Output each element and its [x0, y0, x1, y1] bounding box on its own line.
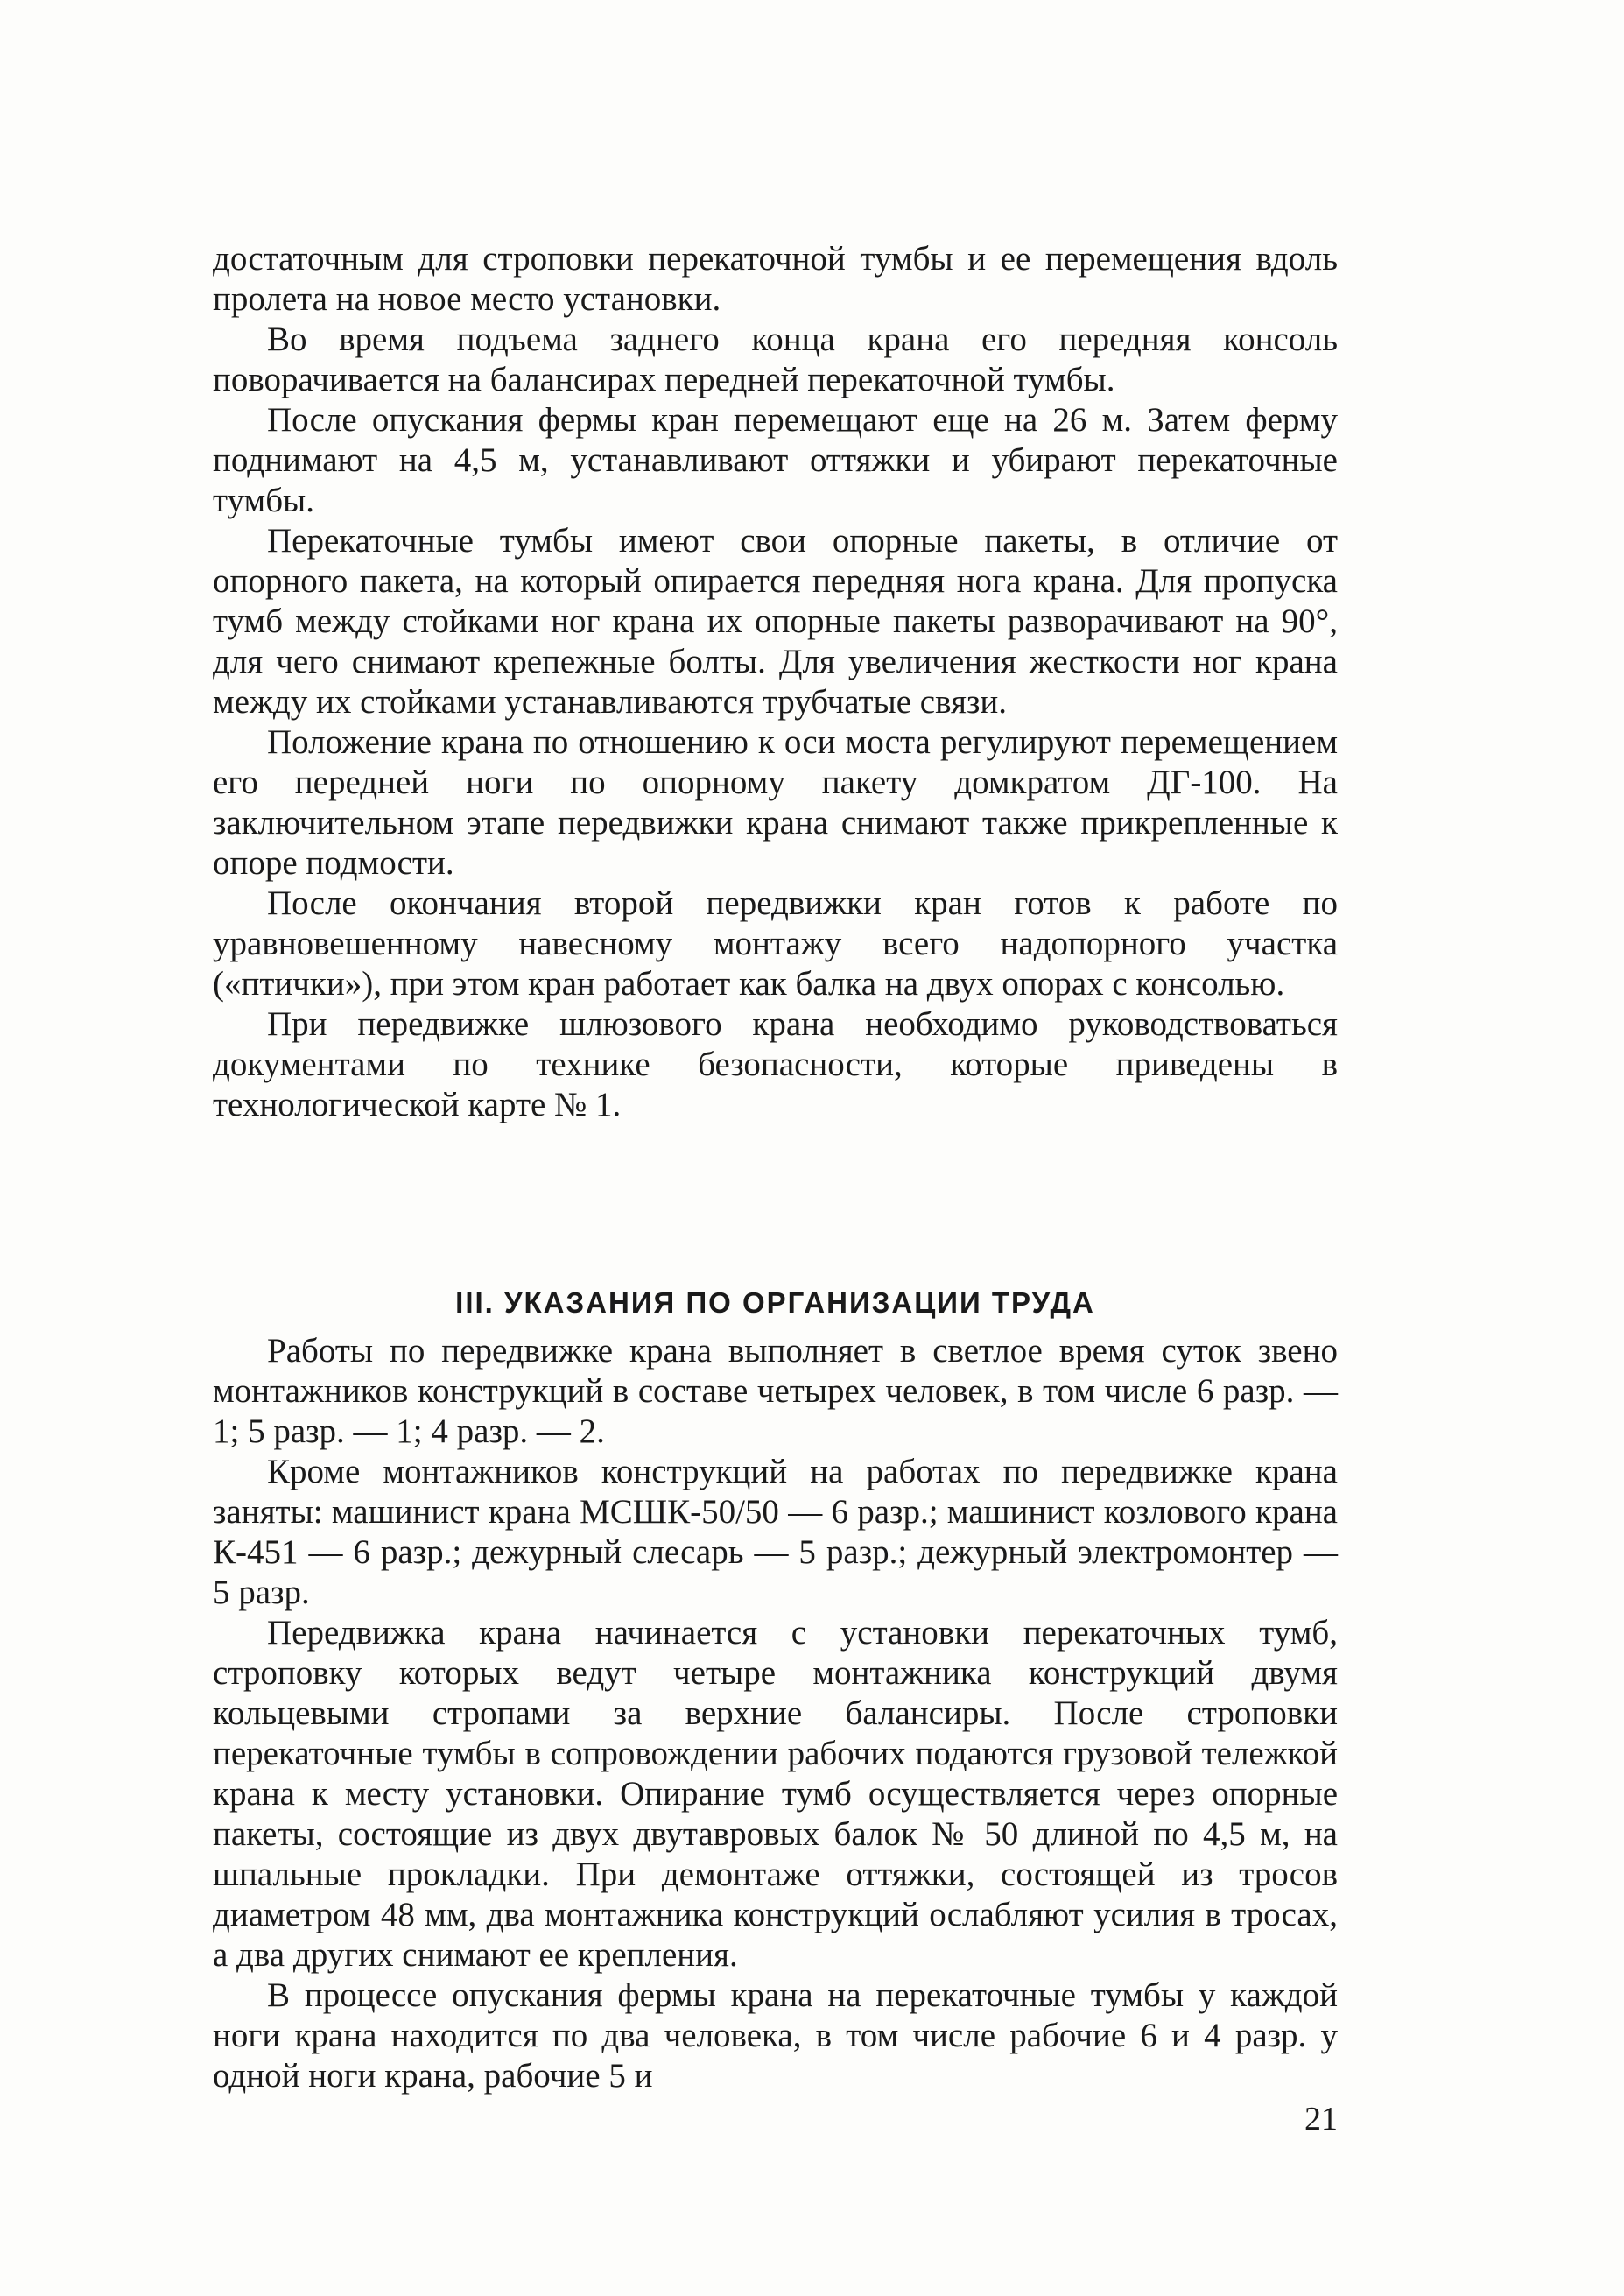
paragraph: Во время подъема заднего конца крана его передняя консоль поворачивается на балансирах передней перекаточной тумбы. — [213, 320, 1338, 398]
paragraph: В процессе опускания фермы крана на перекаточные тумбы у каждой ноги крана находится по два человека, в том числе рабочие 6 и 4 разр. у одной ноги крана, рабочие 5 и — [213, 1976, 1338, 2095]
paragraph: Работы по передвижке крана выполняет в светлое время суток звено монтажников конструкций в составе четырех человек, в том числе 6 разр. — 1; 5 разр. — 1; 4 разр. — 2. — [213, 1332, 1338, 1450]
paragraph: Перекаточные тумбы имеют свои опорные пакеты, в отличие от опорного пакета, на который опирается передняя нога крана. Для пропуска тумб между стойками ног крана их опорные пакеты разворачивают на 90°, для чего снимают крепежные болты. Для увеличения жесткости ног крана между их стойками устанавливаются трубчатые связи. — [213, 522, 1338, 721]
paragraph: достаточным для строповки перекаточной тумбы и ее перемещения вдоль пролета на новое место установки. — [213, 240, 1338, 318]
paragraph: Кроме монтажников конструкций на работах по передвижке крана заняты: машинист крана МСШК-50/50 — 6 разр.; машинист козлового крана К-451 — 6 разр.; дежурный слесарь — 5 разр.; дежурный электромонтер — 5 разр. — [213, 1453, 1338, 1611]
paragraph: Положение крана по отношению к оси моста регулируют перемещением его передней ноги по опорному пакету домкратом ДГ-100. На заключительном этапе передвижки крана снимают также прикрепленные к опоре подмости. — [213, 723, 1338, 882]
section-heading: III. УКАЗАНИЯ ПО ОРГАНИЗАЦИИ ТРУДА — [455, 1286, 1095, 1319]
body-text-bottom — [213, 1331, 1338, 2096]
paragraph: При передвижке шлюзового крана необходимо руководствоваться документами по технике безопасности, которые приведены в технологической карте № 1. — [213, 1005, 1338, 1123]
body-text-top — [213, 239, 1338, 1125]
paragraph: После окончания второй передвижки кран готов к работе по уравновешенному навесному монтажу всего надопорного участка («птички»), при этом кран работает как балка на двух опорах с консолью. — [213, 884, 1338, 1003]
page-number: 21 — [1304, 2101, 1338, 2138]
paragraph: После опускания фермы кран перемещают еще на 26 м. Затем ферму поднимают на 4,5 м, устанавливают оттяжки и убирают перекаточные тумбы. — [213, 401, 1338, 519]
paragraph: Передвижка крана начинается с установки перекаточных тумб, строповку которых ведут четыре монтажника конструкций двумя кольцевыми стропами за верхние балансиры. После строповки перекаточные тумбы в сопровождении рабочих подаются грузовой тележкой крана к месту установки. Опирание тумб осуществляется через опорные пакеты, состоящие из двух двутавровых балок № 50 длиной по 4,5 м, на шпальные прокладки. При демонтаже оттяжки, состоящей из тросов диаметром 48 мм, два монтажника конструкций ослабляют усилия в тросах, а два других снимают ее крепления. — [213, 1614, 1338, 1974]
